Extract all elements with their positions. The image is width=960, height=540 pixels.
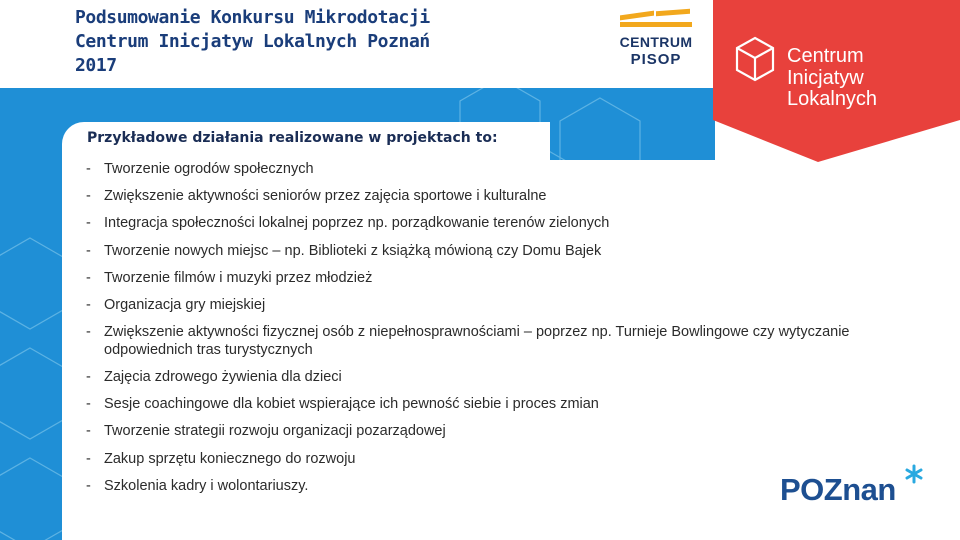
list-item-text: Integracja społeczności lokalnej poprzez np. porządkowanie terenów zielonych bbox=[104, 215, 610, 231]
slide-title-line: Centrum Inicjatyw Lokalnych Poznań bbox=[75, 31, 430, 52]
list-dash: - bbox=[86, 478, 91, 494]
poznan-logo bbox=[776, 462, 926, 508]
slide-title-line: Podsumowanie Konkursu Mikrodotacji bbox=[75, 7, 430, 28]
list-dash: - bbox=[86, 396, 91, 412]
poznan-logo-text: POZnan bbox=[780, 472, 896, 507]
logo-stripe bbox=[620, 22, 692, 27]
cil-logo-line: Centrum bbox=[787, 45, 864, 67]
slide-title-line: 2017 bbox=[75, 55, 117, 76]
list-dash: - bbox=[86, 270, 91, 286]
list-item-text: Zwiększenie aktywności seniorów przez zajęcia sportowe i kulturalne bbox=[104, 188, 547, 204]
list-dash: - bbox=[86, 369, 91, 385]
list-dash: - bbox=[86, 451, 91, 467]
cil-logo-line: Lokalnych bbox=[787, 88, 878, 110]
list-item-text: Tworzenie nowych miejsc – np. Biblioteki z książką mówioną czy Domu Bajek bbox=[104, 243, 602, 259]
list-item-text: Organizacja gry miejskiej bbox=[104, 297, 266, 313]
logo-stripe bbox=[620, 11, 654, 21]
pisop-logo-line2: PISOP bbox=[630, 51, 682, 68]
list-item-text: Zajęcia zdrowego żywienia dla dzieci bbox=[104, 369, 342, 385]
list-dash: - bbox=[86, 324, 91, 340]
centrum-pisop-logo bbox=[616, 10, 696, 72]
list-dash: - bbox=[86, 243, 91, 259]
logo-stripe bbox=[656, 9, 690, 16]
list-item-text: Tworzenie strategii rozwoju organizacji pozarządowej bbox=[104, 423, 446, 439]
list-dash: - bbox=[86, 161, 91, 177]
list-dash: - bbox=[86, 297, 91, 313]
list-item-text: Szkolenia kadry i wolontariuszy. bbox=[104, 478, 309, 494]
slide-title bbox=[75, 6, 545, 78]
list-item-text: Zwiększenie aktywności fizycznej osób z niepełnosprawnościami – poprzez np. Turnieje Bowlingowe czy wytyczanie odpowiednich tras turystycznych bbox=[104, 324, 850, 358]
list-item-text: Zakup sprzętu koniecznego do rozwoju bbox=[104, 451, 356, 467]
cil-logo-text bbox=[787, 46, 947, 111]
list-dash: - bbox=[86, 215, 91, 231]
list-dash: - bbox=[86, 188, 91, 204]
cil-logo-line: Inicjatyw bbox=[787, 66, 864, 89]
list-item-text: Sesje coachingowe dla kobiet wspierające ich pewność siebie i proces zmian bbox=[104, 396, 599, 412]
pisop-logo-line1: CENTRUM bbox=[619, 34, 693, 50]
list-dash: - bbox=[86, 423, 91, 439]
list-item-text: Tworzenie ogrodów społecznych bbox=[104, 161, 314, 177]
list-heading: Przykładowe działania realizowane w projektach to: bbox=[87, 130, 498, 146]
asterisk-icon bbox=[907, 466, 921, 482]
list-item-text: Tworzenie filmów i muzyki przez młodzież bbox=[104, 270, 373, 286]
